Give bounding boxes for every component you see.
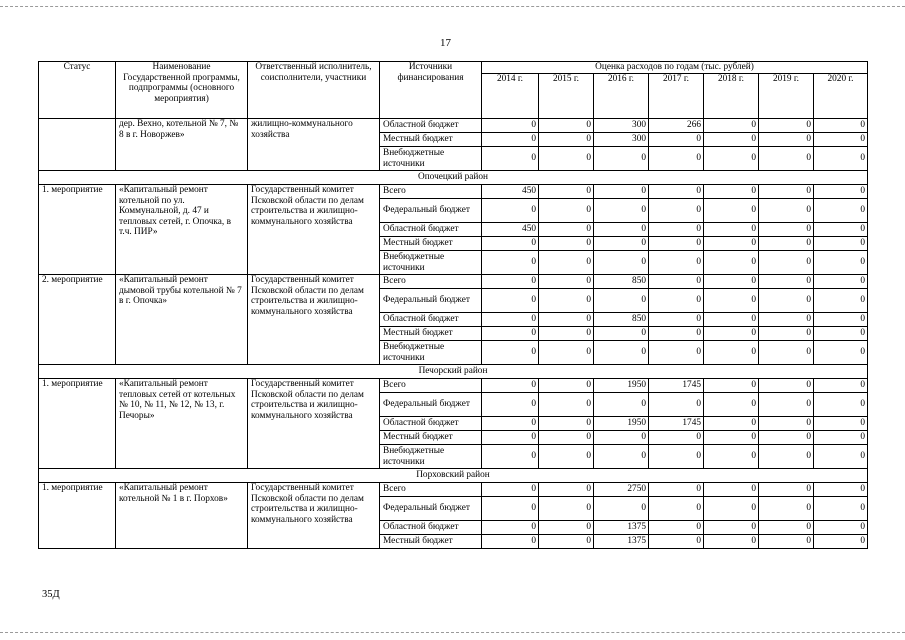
header-source: Источники финансирования (380, 62, 482, 119)
status-cell (39, 119, 116, 171)
value-cell: 0 (649, 223, 704, 237)
value-cell: 0 (482, 313, 539, 327)
value-cell: 1950 (594, 417, 649, 431)
value-cell: 0 (704, 223, 759, 237)
executor-cell: Государственный комитет Псковской области по делам строительства и жилищно-коммунального хозяйства (248, 275, 380, 365)
value-cell: 0 (539, 185, 594, 199)
value-cell: 0 (594, 341, 649, 365)
source-label: Областной бюджет (380, 223, 482, 237)
value-cell: 0 (814, 393, 868, 417)
value-cell: 0 (814, 147, 868, 171)
value-cell: 0 (539, 483, 594, 497)
value-cell: 0 (649, 521, 704, 535)
value-cell: 0 (594, 289, 649, 313)
value-cell: 0 (482, 379, 539, 393)
value-cell: 0 (539, 417, 594, 431)
value-cell: 0 (649, 431, 704, 445)
source-label: Внебюджетные источники (380, 251, 482, 275)
value-cell: 0 (539, 119, 594, 133)
value-cell: 0 (649, 133, 704, 147)
value-cell: 0 (594, 327, 649, 341)
value-cell: 0 (814, 313, 868, 327)
source-label: Всего (380, 379, 482, 393)
program-name: «Капитальный ремонт тепловых сетей от котельных № 10, № 11, № 12, № 13, г. Печоры» (116, 379, 248, 469)
value-cell: 0 (814, 223, 868, 237)
value-cell: 0 (649, 289, 704, 313)
footer-code: 35Д (42, 589, 60, 600)
value-cell: 0 (539, 379, 594, 393)
source-label: Всего (380, 483, 482, 497)
header-year: 2015 г. (539, 74, 594, 119)
value-cell: 0 (759, 483, 814, 497)
source-label: Федеральный бюджет (380, 199, 482, 223)
value-cell: 0 (704, 497, 759, 521)
executor-cell: Государственный комитет Псковской области по делам строительства и жилищно-коммунального хозяйства (248, 483, 380, 549)
value-cell: 0 (482, 199, 539, 223)
value-cell: 0 (482, 393, 539, 417)
value-cell: 0 (649, 251, 704, 275)
value-cell: 0 (704, 483, 759, 497)
value-cell: 850 (594, 313, 649, 327)
value-cell: 0 (759, 327, 814, 341)
value-cell: 0 (814, 445, 868, 469)
value-cell: 0 (704, 521, 759, 535)
budget-table (38, 61, 868, 549)
value-cell: 0 (539, 327, 594, 341)
value-cell: 0 (704, 445, 759, 469)
value-cell: 0 (594, 185, 649, 199)
value-cell: 0 (539, 237, 594, 251)
value-cell: 0 (704, 147, 759, 171)
value-cell: 850 (594, 275, 649, 289)
value-cell: 0 (814, 379, 868, 393)
value-cell: 0 (814, 535, 868, 549)
region-heading: Опочецкий район (39, 171, 868, 185)
value-cell: 0 (539, 497, 594, 521)
value-cell: 0 (704, 535, 759, 549)
value-cell: 266 (649, 119, 704, 133)
value-cell: 0 (814, 185, 868, 199)
value-cell: 0 (814, 289, 868, 313)
value-cell: 0 (759, 237, 814, 251)
status-cell: 1. мероприятие (39, 379, 116, 469)
value-cell: 0 (594, 251, 649, 275)
source-label: Областной бюджет (380, 119, 482, 133)
value-cell: 0 (594, 237, 649, 251)
value-cell: 0 (539, 133, 594, 147)
value-cell: 0 (649, 199, 704, 223)
value-cell: 0 (704, 199, 759, 223)
value-cell: 0 (704, 393, 759, 417)
value-cell: 0 (482, 483, 539, 497)
value-cell: 0 (649, 483, 704, 497)
executor-cell: Государственный комитет Псковской области по делам строительства и жилищно-коммунального хозяйства (248, 379, 380, 469)
value-cell: 0 (759, 289, 814, 313)
value-cell: 0 (649, 445, 704, 469)
value-cell: 0 (704, 289, 759, 313)
program-name: «Капитальный ремонт дымовой трубы котельной № 7 в г. Опочка» (116, 275, 248, 365)
value-cell: 0 (704, 341, 759, 365)
source-label: Местный бюджет (380, 431, 482, 445)
source-label: Внебюджетные источники (380, 341, 482, 365)
source-label: Всего (380, 275, 482, 289)
value-cell: 0 (482, 289, 539, 313)
source-label: Местный бюджет (380, 327, 482, 341)
value-cell: 0 (482, 445, 539, 469)
value-cell: 0 (759, 431, 814, 445)
value-cell: 0 (482, 341, 539, 365)
value-cell: 0 (649, 237, 704, 251)
value-cell: 0 (759, 521, 814, 535)
value-cell: 0 (814, 251, 868, 275)
header-year: 2017 г. (649, 74, 704, 119)
value-cell: 0 (539, 223, 594, 237)
executor-cell: Государственный комитет Псковской области по делам строительства и жилищно-коммунального хозяйства (248, 185, 380, 275)
value-cell: 1950 (594, 379, 649, 393)
program-name: дер. Вехно, котельной № 7, № 8 в г. Новоржев» (116, 119, 248, 171)
value-cell: 0 (704, 133, 759, 147)
value-cell: 0 (482, 417, 539, 431)
value-cell: 0 (759, 251, 814, 275)
value-cell: 0 (759, 417, 814, 431)
region-heading: Печорский район (39, 365, 868, 379)
value-cell: 0 (649, 185, 704, 199)
value-cell: 1375 (594, 521, 649, 535)
value-cell: 0 (814, 275, 868, 289)
value-cell: 1375 (594, 535, 649, 549)
value-cell: 0 (482, 237, 539, 251)
value-cell: 0 (594, 147, 649, 171)
value-cell: 0 (814, 497, 868, 521)
value-cell: 0 (482, 275, 539, 289)
value-cell: 0 (482, 431, 539, 445)
source-label: Федеральный бюджет (380, 289, 482, 313)
value-cell: 0 (482, 521, 539, 535)
value-cell: 0 (759, 393, 814, 417)
source-label: Областной бюджет (380, 521, 482, 535)
value-cell: 300 (594, 119, 649, 133)
scan-top-edge (0, 6, 905, 7)
value-cell: 0 (594, 393, 649, 417)
value-cell: 0 (482, 497, 539, 521)
source-label: Внебюджетные источники (380, 147, 482, 171)
value-cell: 0 (759, 147, 814, 171)
value-cell: 0 (539, 431, 594, 445)
value-cell: 0 (759, 535, 814, 549)
value-cell: 0 (814, 327, 868, 341)
value-cell: 0 (704, 417, 759, 431)
header-status: Статус (39, 62, 116, 119)
value-cell: 0 (759, 275, 814, 289)
value-cell: 450 (482, 185, 539, 199)
value-cell: 0 (814, 133, 868, 147)
value-cell: 0 (759, 223, 814, 237)
value-cell: 0 (759, 379, 814, 393)
value-cell: 0 (759, 133, 814, 147)
value-cell: 300 (594, 133, 649, 147)
value-cell: 0 (539, 251, 594, 275)
value-cell: 0 (704, 431, 759, 445)
value-cell: 0 (649, 313, 704, 327)
source-label: Внебюджетные источники (380, 445, 482, 469)
value-cell: 1745 (649, 417, 704, 431)
value-cell: 0 (759, 185, 814, 199)
value-cell: 0 (594, 223, 649, 237)
source-label: Областной бюджет (380, 417, 482, 431)
value-cell: 0 (649, 393, 704, 417)
value-cell: 0 (482, 251, 539, 275)
value-cell: 0 (814, 483, 868, 497)
value-cell: 0 (814, 237, 868, 251)
value-cell: 0 (704, 251, 759, 275)
source-label: Местный бюджет (380, 535, 482, 549)
value-cell: 2750 (594, 483, 649, 497)
value-cell: 0 (482, 327, 539, 341)
value-cell: 0 (539, 313, 594, 327)
value-cell: 0 (814, 521, 868, 535)
value-cell: 0 (539, 535, 594, 549)
status-cell: 2. мероприятие (39, 275, 116, 365)
value-cell: 0 (759, 497, 814, 521)
executor-cell: жилищно-коммунального хозяйства (248, 119, 380, 171)
value-cell: 0 (539, 289, 594, 313)
value-cell: 450 (482, 223, 539, 237)
header-year: 2014 г. (482, 74, 539, 119)
value-cell: 0 (482, 535, 539, 549)
value-cell: 0 (539, 393, 594, 417)
source-label: Местный бюджет (380, 133, 482, 147)
value-cell: 0 (594, 431, 649, 445)
value-cell: 0 (814, 341, 868, 365)
header-executor: Ответственный исполнитель, соисполнители, участники (248, 62, 380, 119)
header-year: 2018 г. (704, 74, 759, 119)
value-cell: 0 (649, 535, 704, 549)
value-cell: 0 (704, 237, 759, 251)
header-year: 2019 г. (759, 74, 814, 119)
page-number: 17 (440, 37, 451, 49)
value-cell: 0 (539, 199, 594, 223)
value-cell: 0 (814, 431, 868, 445)
value-cell: 0 (704, 327, 759, 341)
value-cell: 0 (814, 119, 868, 133)
source-label: Федеральный бюджет (380, 497, 482, 521)
value-cell: 0 (649, 275, 704, 289)
header-year: 2020 г. (814, 74, 868, 119)
header-year: 2016 г. (594, 74, 649, 119)
value-cell: 0 (704, 119, 759, 133)
value-cell: 0 (539, 445, 594, 469)
value-cell: 0 (759, 313, 814, 327)
program-name: «Капитальный ремонт котельной по ул. Коммунальной, д. 47 и тепловых сетей, г. Опочка, в т.ч. ПИР» (116, 185, 248, 275)
value-cell: 0 (482, 147, 539, 171)
value-cell: 0 (482, 133, 539, 147)
value-cell: 0 (704, 185, 759, 199)
value-cell: 0 (594, 199, 649, 223)
source-label: Местный бюджет (380, 237, 482, 251)
value-cell: 0 (539, 341, 594, 365)
source-label: Всего (380, 185, 482, 199)
header-name: Наименование Государственной программы, подпрограммы (основного мероприятия) (116, 62, 248, 119)
source-label: Федеральный бюджет (380, 393, 482, 417)
value-cell: 0 (649, 327, 704, 341)
value-cell: 0 (539, 521, 594, 535)
value-cell: 0 (482, 119, 539, 133)
value-cell: 0 (594, 445, 649, 469)
value-cell: 0 (814, 199, 868, 223)
value-cell: 0 (594, 497, 649, 521)
value-cell: 0 (704, 275, 759, 289)
region-heading: Порховский район (39, 469, 868, 483)
scan-bottom-edge (0, 632, 905, 633)
value-cell: 1745 (649, 379, 704, 393)
value-cell: 0 (814, 417, 868, 431)
program-name: «Капитальный ремонт котельной № 1 в г. Порхов» (116, 483, 248, 549)
value-cell: 0 (649, 341, 704, 365)
value-cell: 0 (704, 313, 759, 327)
value-cell: 0 (539, 275, 594, 289)
value-cell: 0 (759, 119, 814, 133)
value-cell: 0 (759, 445, 814, 469)
value-cell: 0 (759, 341, 814, 365)
value-cell: 0 (649, 497, 704, 521)
value-cell: 0 (704, 379, 759, 393)
source-label: Областной бюджет (380, 313, 482, 327)
header-cost: Оценка расходов по годам (тыс. рублей) (482, 62, 868, 74)
value-cell: 0 (539, 147, 594, 171)
value-cell: 0 (759, 199, 814, 223)
status-cell: 1. мероприятие (39, 483, 116, 549)
value-cell: 0 (649, 147, 704, 171)
status-cell: 1. мероприятие (39, 185, 116, 275)
